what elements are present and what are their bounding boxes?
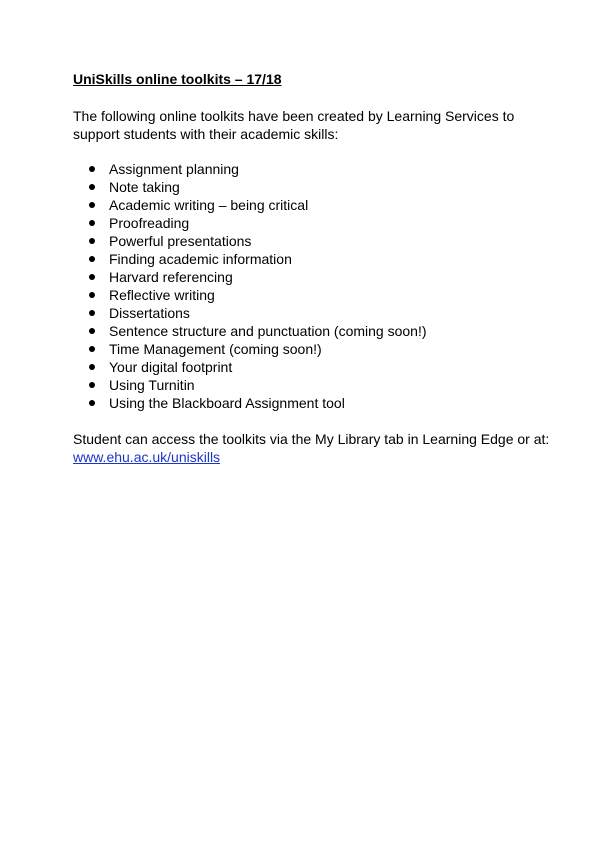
list-item-label: Time Management (coming soon!): [109, 341, 322, 357]
uniskills-link[interactable]: www.ehu.ac.uk/uniskills: [73, 449, 221, 465]
intro-line-2: support students with their academic skills:: [73, 126, 339, 142]
document-title: UniSkills online toolkits – 17/18: [73, 71, 282, 87]
list-item-label: Using the Blackboard Assignment tool: [109, 395, 345, 411]
list-item-label: Note taking: [109, 179, 180, 195]
access-paragraph: [73, 430, 550, 466]
bullet-icon: [89, 220, 95, 226]
bullet-icon: [89, 382, 95, 388]
list-item-label: Powerful presentations: [109, 233, 252, 249]
bullet-icon: [89, 166, 95, 172]
intro-line-1: The following online toolkits have been created by Learning Services to: [73, 108, 515, 124]
bullet-icon: [89, 184, 95, 190]
list-item-label: Harvard referencing: [109, 269, 233, 285]
list-item-label: Academic writing – being critical: [109, 197, 309, 213]
bullet-icon: [89, 238, 95, 244]
bullet-icon: [89, 292, 95, 298]
list-item-label: Using Turnitin: [109, 377, 195, 393]
bullet-icon: [89, 364, 95, 370]
bullet-icon: [89, 274, 95, 280]
bullet-icon: [89, 346, 95, 352]
list-item-label: Dissertations: [109, 305, 190, 321]
list-item-label: Assignment planning: [109, 161, 239, 177]
list-item-label: Your digital footprint: [109, 359, 233, 375]
bullet-icon: [89, 256, 95, 262]
list-item-label: Finding academic information: [109, 251, 292, 267]
intro-paragraph: [73, 107, 533, 143]
list-item-label: Sentence structure and punctuation (coming soon!): [109, 323, 427, 339]
access-text: Student can access the toolkits via the My Library tab in Learning Edge or at:: [73, 431, 550, 447]
bullet-icon: [89, 400, 95, 406]
bullet-icon: [89, 328, 95, 334]
bullet-icon: [89, 202, 95, 208]
bullet-icon: [89, 310, 95, 316]
list-item-label: Proofreading: [109, 215, 190, 231]
list-item-label: Reflective writing: [109, 287, 215, 303]
